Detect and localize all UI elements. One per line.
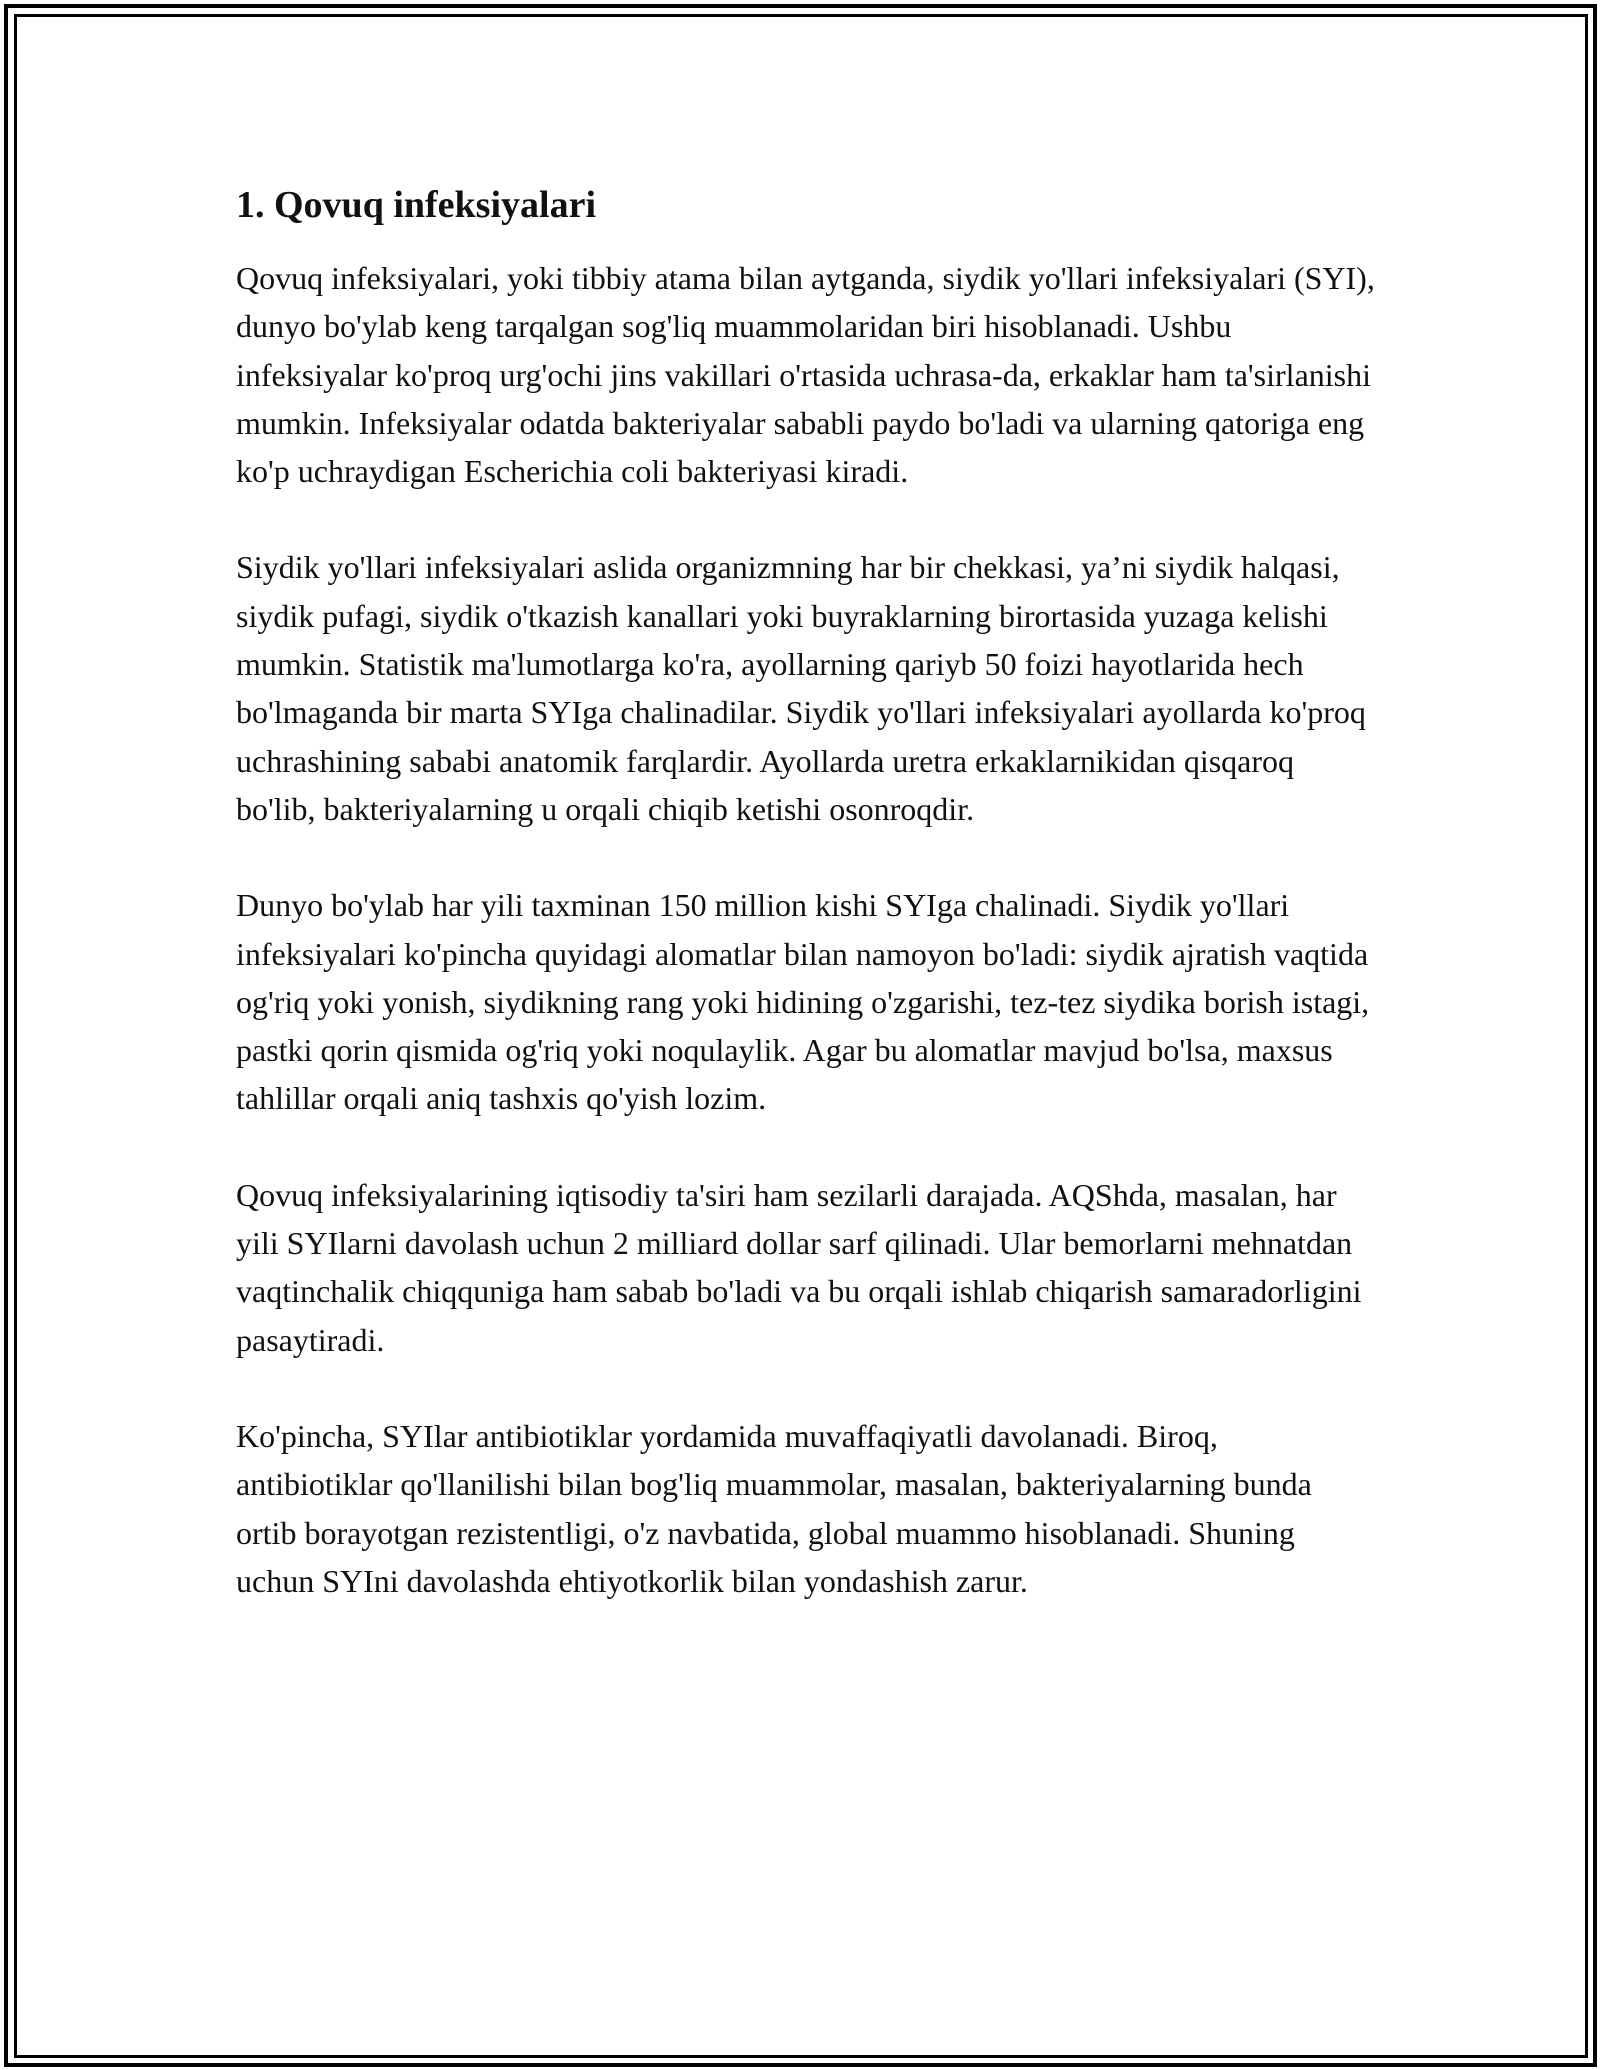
paragraph-2: Siydik yo'llari infeksiyalari aslida organizmning har bir chekkasi, ya’ni siydik halqasi, siydik pufagi, siydik o'tkazish kanallari yoki buyraklarning birortasida yuzaga kelishi mumkin. Statistik ma'lumotlarga ko'ra, ayollarning qariyb 50 foizi hayotlarida hech bo'lmaganda bir marta SYIga chalinadilar. Siydik yo'llari infeksiyalari ayollarda ko'proq uchrashining sababi anatomik farqlardir. Ayollarda uretra erkaklarnikidan qisqaroq bo'lib, bakteriyalarning u orqali chiqib ketishi osonroqdir. xyxy=(236,549,1366,827)
paragraph-4: Qovuq infeksiyalarining iqtisodiy ta'siri ham sezilarli darajada. AQShda, masalan, har yili SYIlarni davolash uchun 2 milliard dollar sarf qilinadi. Ular bemorlarni mehnatdan vaqtinchalik chiqquniga ham sabab bo'ladi va bu orqali ishlab chiqarish samaradorligini pasaytiradi. xyxy=(236,1176,1362,1358)
section-heading: 1. Qovuq infeksiyalari xyxy=(236,184,596,226)
document-body xyxy=(236,180,1376,1653)
paragraph-5: Ko'pincha, SYIlar antibiotiklar yordamida muvaffaqiyatli davolanadi. Biroq, antibiotiklar qo'llanilishi bilan bog'liq muammolar, masalan, bakteriyalarning bunda ortib borayotgan rezistentligi, o'z navbatida, global muammo hisoblanadi. Shuning uchun SYIni davolashda ehtiyotkorlik bilan yondashish zarur. xyxy=(236,1417,1312,1599)
paragraph-1: Qovuq infeksiyalari, yoki tibbiy atama bilan aytganda, siydik yo'llari infeksiyalari (SYI), dunyo bo'ylab keng tarqalgan sog'liq muammolaridan biri hisoblanadi. Ushbu infeksiyalar ko'proq urg'ochi jins vakillari o'rtasida uchrasa-da, erkaklar ham ta'sirlanishi mumkin. Infeksiyalar odatda bakteriyalar sababli paydo bo'ladi va ularning qatoriga eng ko'p uchraydigan Escherichia coli bakteriyasi kiradi. xyxy=(236,260,1375,490)
paragraph-3: Dunyo bo'ylab har yili taxminan 150 million kishi SYIga chalinadi. Siydik yo'llari infeksiyalari ko'pincha quyidagi alomatlar bilan namoyon bo'ladi: siydik ajratish vaqtida og'riq yoki yonish, siydikning rang yoki hidining o'zgarishi, tez-tez siydika borish istagi, pastki qorin qismida og'riq yoki noqulaylik. Agar bu alomatlar mavjud bo'lsa, maxsus tahlillar orqali aniq tashxis qo'yish lozim. xyxy=(236,887,1370,1117)
